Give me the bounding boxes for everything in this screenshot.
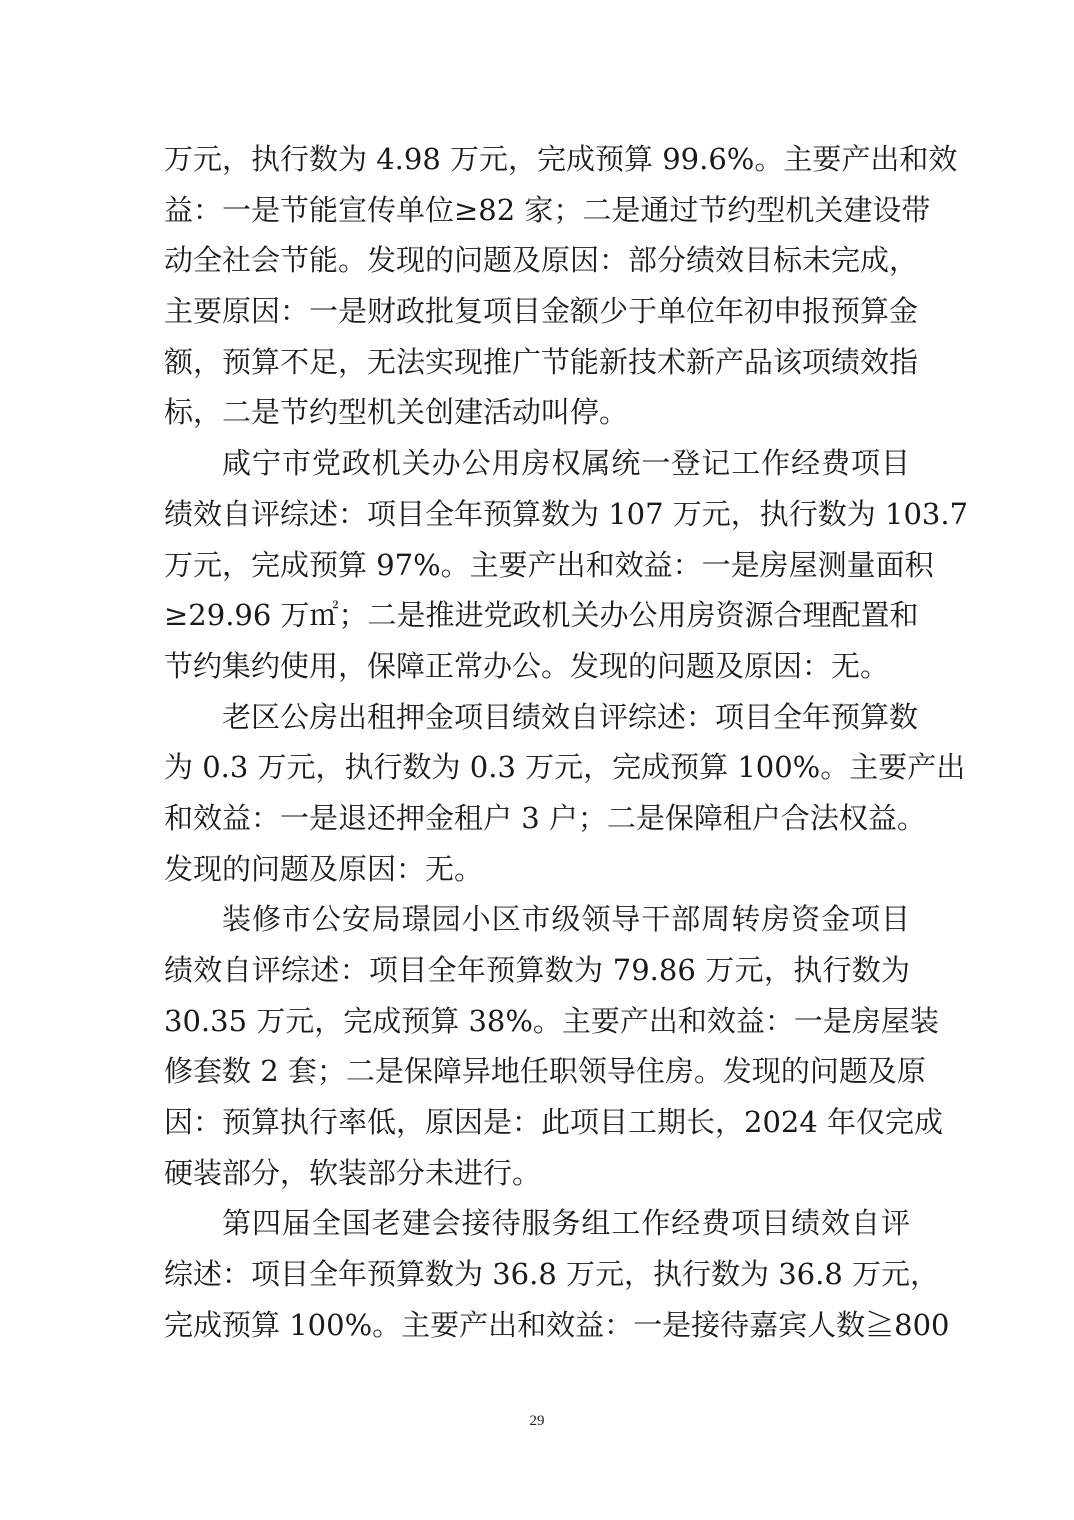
text-line: 为 0.3 万元，执行数为 0.3 万元，完成预算 100%。主要产出	[164, 750, 966, 785]
text-line: 第四届全国老建会接待服务组工作经费项目绩效自评	[222, 1206, 910, 1241]
text-line: 修套数 2 套；二是保障异地任职领导住房。发现的问题及原	[164, 1054, 926, 1089]
text-line: 动全社会节能。发现的问题及原因：部分绩效目标未完成，	[164, 243, 919, 278]
text-line: 因：预算执行率低，原因是：此项目工期长，2024 年仅完成	[164, 1105, 944, 1140]
text-line: 万元，完成预算 97%。主要产出和效益：一是房屋测量面积	[164, 547, 934, 582]
text-line: 综述：项目全年预算数为 36.8 万元，执行数为 36.8 万元，	[164, 1257, 940, 1292]
page-number: 29	[529, 1413, 545, 1429]
text-line: 装修市公安局璟园小区市级领导干部周转房资金项目	[222, 902, 910, 937]
text-line: 和效益：一是退还押金租户 3 户；二是保障租户合法权益。	[164, 800, 926, 835]
text-line: 完成预算 100%。主要产出和效益：一是接待嘉宾人数≧800	[164, 1307, 950, 1342]
text-line: 30.35 万元，完成预算 38%。主要产出和效益：一是房屋装	[164, 1003, 939, 1038]
text-line: 益：一是节能宣传单位≥82 家；二是通过节约型机关建设带	[164, 192, 931, 227]
body-text	[164, 134, 969, 1351]
text-line: ≥29.96 万㎡；二是推进党政机关办公用房资源合理配置和	[164, 598, 919, 633]
text-line: 额，预算不足，无法实现推广节能新技术新产品该项绩效指	[164, 344, 919, 379]
text-line: 发现的问题及原因：无。	[164, 851, 484, 886]
text-line: 老区公房出租押金项目绩效自评综述：项目全年预算数	[222, 699, 919, 734]
text-line: 硬装部分，软装部分未进行。	[164, 1155, 542, 1190]
text-line: 咸宁市党政机关办公用房权属统一登记工作经费项目	[222, 446, 910, 481]
text-line: 绩效自评综述：项目全年预算数为 107 万元，执行数为 103.7	[164, 496, 969, 531]
text-line: 绩效自评综述：项目全年预算数为 79.86 万元，执行数为	[164, 953, 910, 987]
text-line: 主要原因：一是财政批复项目金额少于单位年初申报预算金	[164, 294, 919, 329]
text-line: 节约集约使用，保障正常办公。发现的问题及原因：无。	[164, 648, 890, 683]
text-line: 标，二是节约型机关创建活动叫停。	[164, 395, 629, 430]
text-line: 万元，执行数为 4.98 万元，完成预算 99.6%。主要产出和效	[164, 142, 958, 176]
